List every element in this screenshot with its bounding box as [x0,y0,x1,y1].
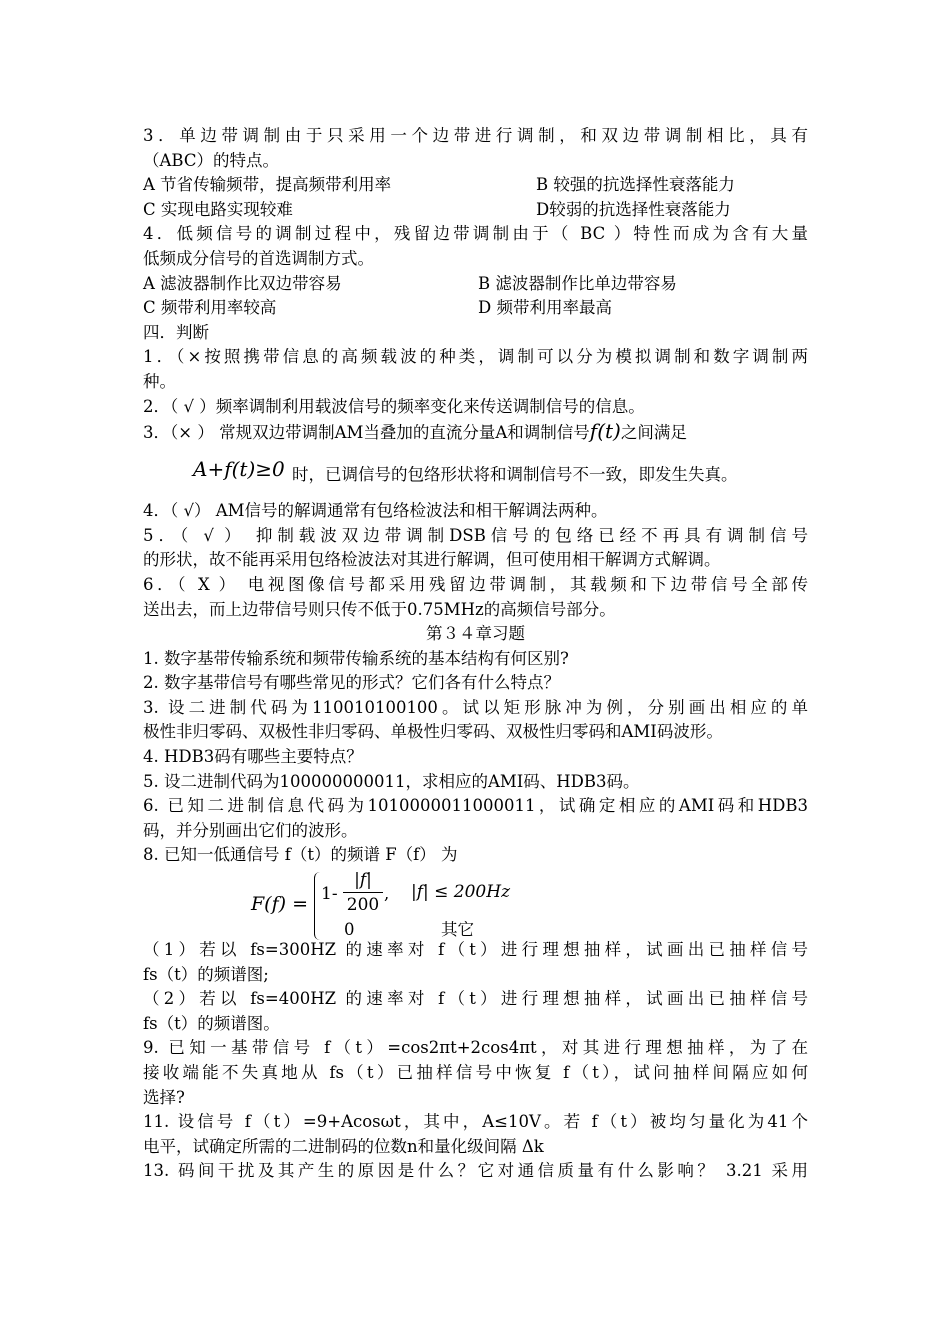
formula-condition: |f| ≤ 200Hz [411,882,511,903]
q4-options-row-1 [143,272,808,297]
problem-6-line-2: 码，并分别画出它们的波形。 [143,820,358,840]
chapter-title: 第３４章习题 [426,624,525,644]
q4-option-d: D 频带利用率最高 [478,298,612,318]
judge-6-line-2: 送出去，而上边带信号则只传不低于0.75MHz的高频信号部分。 [143,599,616,619]
judge-3-tail: 之间满足 [620,423,687,443]
problem-8-2-line-2: fs（t）的频谱图。 [143,1013,280,1033]
q4-line-1: 4．低频信号的调制过程中，残留边带调制由于（ BC ）特性而成为含有大量 [143,224,808,244]
judge-1-line-1: 1．（×按照携带信息的高频载波的种类，调制可以分为模拟调制和数字调制两 [143,347,808,367]
formula-denominator: 200 [346,895,380,916]
judge-3-text-2: 时，已调信号的包络形状将和调制信号不一致，即发生失真。 [292,465,738,485]
judge-heading: 四．判断 [143,322,209,342]
q3-option-c: C 实现电路实现较难 [143,199,293,219]
judge-3-line-2 [143,445,808,499]
q4-option-b: B 滤波器制作比单边带容易 [478,273,677,293]
formula-lhs: F(f) = [251,893,308,916]
judge-5-line-1: 5．（ √ ） 抑制载波双边带调制DSB信号的包络已经不再具有调制信号 [143,525,808,545]
problem-9-line-1: 9. 已知一基带信号 f（t）=cos2πt+2cos4πt，对其进行理想抽样，为了在 [143,1038,808,1058]
q4-line-2: 低频成分信号的首选调制方式。 [143,248,374,268]
problem-8-2-line-1: （2）若以 fs=400HZ 的速率对 f（t）进行理想抽样，试画出已抽样信号 [143,989,808,1009]
judge-6-line-1: 6．（ X ） 电视图像信号都采用残留边带调制，其载频和下边带信号全部传 [143,574,808,594]
q3-line-1: 3．单边带调制由于只采用一个边带进行调制，和双边带调制相比，具有 [143,126,808,145]
problem-9-line-2: 接收端能不失真地从 fs（t）已抽样信号中恢复 f（t），试问抽样间隔应如何 [143,1063,808,1082]
judge-4: 4．（ √） AM信号的解调通常有包络检波法和相干解调法两种。 [143,501,608,521]
problem-3-line-2: 极性非归零码、双极性非归零码、单极性归零码、双极性归零码和AMI码波形。 [143,722,723,742]
problem-8: 8. 已知一低通信号 f（t）的频谱 F（f） 为 [143,845,458,865]
q3-option-a: A 节省传输频带，提高频带利用率 [143,175,392,195]
problem-11-line-1: 11. 设信号 f（t）=9+Acosωt，其中，A≤10V。若 f（t）被均匀量化为41个 [143,1112,808,1132]
formula-comma: , [384,884,390,904]
formula-otherwise: 其它 [441,920,474,940]
problem-2: 2. 数字基带信号有哪些常见的形式？它们各有什么特点？ [143,673,560,693]
formula-numerator: |f| [343,868,383,893]
q3-option-b: B 较强的抗选择性衰落能力 [536,175,735,195]
problem-8-1-line-1: （1）若以 fs=300HZ 的速率对 f（t）进行理想抽样，试画出已抽样信号 [143,940,808,960]
formula-brace [314,872,321,940]
q3-option-d: D较弱的抗选择性衰落能力 [536,199,731,219]
judge-1-line-2: 种。 [143,371,176,391]
problem-11-line-2: 电平，试确定所需的二进制码的位数n和量化级间隔 Δk [143,1136,544,1156]
judge-3-formula: A+f(t)≥0 [193,457,285,482]
q3-options-row-1 [143,173,808,198]
q4-option-a: A 滤波器制作比双边带容易 [143,273,342,293]
problem-3-line-1: 3. 设二进制代码为110010100100。试以矩形脉冲为例，分别画出相应的单 [143,697,808,717]
problem-8-1-line-2: fs（t）的频谱图; [143,964,269,984]
formula-one-minus: 1- [321,884,338,905]
judge-2: 2．（ √ ）频率调制利用载波信号的频率变化来传送调制信号的信息。 [143,396,645,416]
q3-options-row-2 [143,198,808,223]
judge-3-ft: f(t) [589,419,621,444]
q4-options-row-2 [143,296,808,321]
q3-line-2: （ABC）的特点。 [143,150,279,170]
problem-1: 1. 数字基带传输系统和频带传输系统的基本结构有何区别? [143,648,569,668]
judge-3-line-1 [143,419,808,445]
problem-5: 5. 设二进制代码为100000000011，求相应的AMI码、HDB3码。 [143,771,640,791]
judge-3-text: 3．（× ） 常规双边带调制AM当叠加的直流分量A和调制信号 [143,423,590,443]
problem-8-formula [143,868,808,938]
problem-13: 13. 码间干扰及其产生的原因是什么？它对通信质量有什么影响？ 3.21 采用 [143,1161,808,1181]
document-page [143,124,808,1184]
formula-fraction [343,868,383,917]
problem-9-line-3: 选择? [143,1087,185,1107]
judge-5-line-2: 的形状，故不能再采用包络检波法对其进行解调，但可使用相干解调方式解调。 [143,550,721,570]
formula-zero: 0 [344,920,355,940]
problem-6-line-1: 6. 已知二进制信息代码为1010000011000011，试确定相应的AMI码和HDB3 [143,796,808,816]
q4-option-c: C 频带利用率较高 [143,298,277,318]
problem-4: 4. HDB3码有哪些主要特点？ [143,747,363,767]
